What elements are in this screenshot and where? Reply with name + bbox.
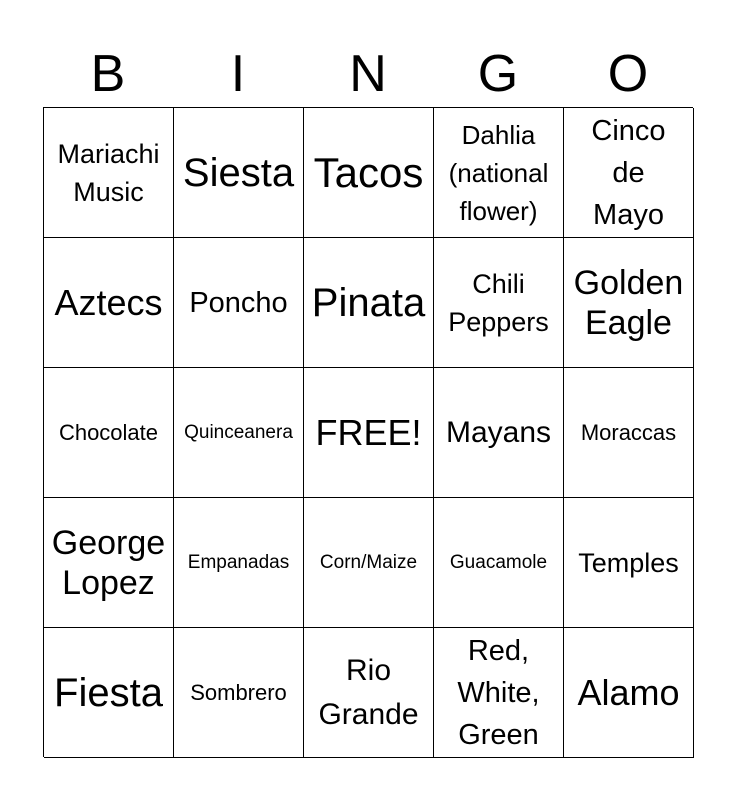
- cell-label: Chili Peppers: [448, 268, 549, 337]
- bingo-cell[interactable]: [434, 498, 564, 628]
- bingo-cell[interactable]: [434, 628, 564, 758]
- cell-label: Corn/Maize: [319, 551, 418, 573]
- bingo-board: [43, 107, 693, 757]
- header-letter-o: O: [607, 45, 649, 103]
- cell-label: Moraccas: [580, 419, 677, 445]
- cell-label: Sombrero: [190, 679, 287, 705]
- bingo-cell[interactable]: [44, 498, 174, 628]
- bingo-cell[interactable]: [174, 498, 304, 628]
- bingo-cell[interactable]: [564, 628, 694, 758]
- cell-label: Aztecs: [54, 281, 163, 323]
- cell-label: Tacos: [313, 148, 424, 196]
- cell-label: Temples: [578, 547, 679, 578]
- cell-label: Guacamole: [449, 551, 548, 573]
- cell-label: Mayans: [445, 415, 552, 449]
- cell-label: Cinco de Mayo: [591, 114, 666, 231]
- bingo-header: [43, 44, 693, 104]
- bingo-cell[interactable]: [564, 498, 694, 628]
- free-space-label: FREE!: [315, 411, 422, 453]
- cell-label: Empanadas: [187, 551, 290, 573]
- bingo-cell[interactable]: [564, 108, 694, 238]
- bingo-cell[interactable]: [44, 238, 174, 368]
- bingo-cell[interactable]: [564, 368, 694, 498]
- cell-label: Golden Eagle: [573, 263, 684, 342]
- header-letter-g: G: [477, 45, 519, 103]
- cell-label: Siesta: [182, 150, 295, 195]
- cell-label: Alamo: [577, 671, 680, 713]
- bingo-cell[interactable]: [174, 368, 304, 498]
- bingo-cell[interactable]: [434, 368, 564, 498]
- cell-label: Fiesta: [54, 670, 163, 715]
- bingo-cell[interactable]: [174, 108, 304, 238]
- cell-label: Dahlia (national flower): [448, 119, 549, 226]
- bingo-cell[interactable]: [44, 108, 174, 238]
- cell-label: Poncho: [189, 286, 288, 319]
- header-letter-n: N: [349, 45, 387, 103]
- cell-label: Red, White, Green: [457, 634, 540, 751]
- cell-label: George Lopez: [51, 523, 166, 602]
- cell-label: Quinceanera: [184, 421, 293, 443]
- bingo-cell[interactable]: [174, 628, 304, 758]
- bingo-cell[interactable]: [434, 108, 564, 238]
- header-letter-i: I: [230, 45, 246, 103]
- free-space-cell[interactable]: [304, 368, 434, 498]
- bingo-cell[interactable]: [304, 238, 434, 368]
- bingo-cell[interactable]: [44, 368, 174, 498]
- header-letter-b: B: [90, 45, 126, 103]
- cell-label: Rio Grande: [318, 653, 419, 731]
- bingo-cell[interactable]: [564, 238, 694, 368]
- cell-label: Pinata: [311, 280, 426, 325]
- bingo-cell[interactable]: [304, 628, 434, 758]
- bingo-cell[interactable]: [304, 498, 434, 628]
- bingo-cell[interactable]: [434, 238, 564, 368]
- bingo-cell[interactable]: [44, 628, 174, 758]
- bingo-cell[interactable]: [304, 108, 434, 238]
- bingo-cell[interactable]: [174, 238, 304, 368]
- cell-label: Chocolate: [58, 419, 159, 445]
- cell-label: Mariachi Music: [57, 138, 160, 207]
